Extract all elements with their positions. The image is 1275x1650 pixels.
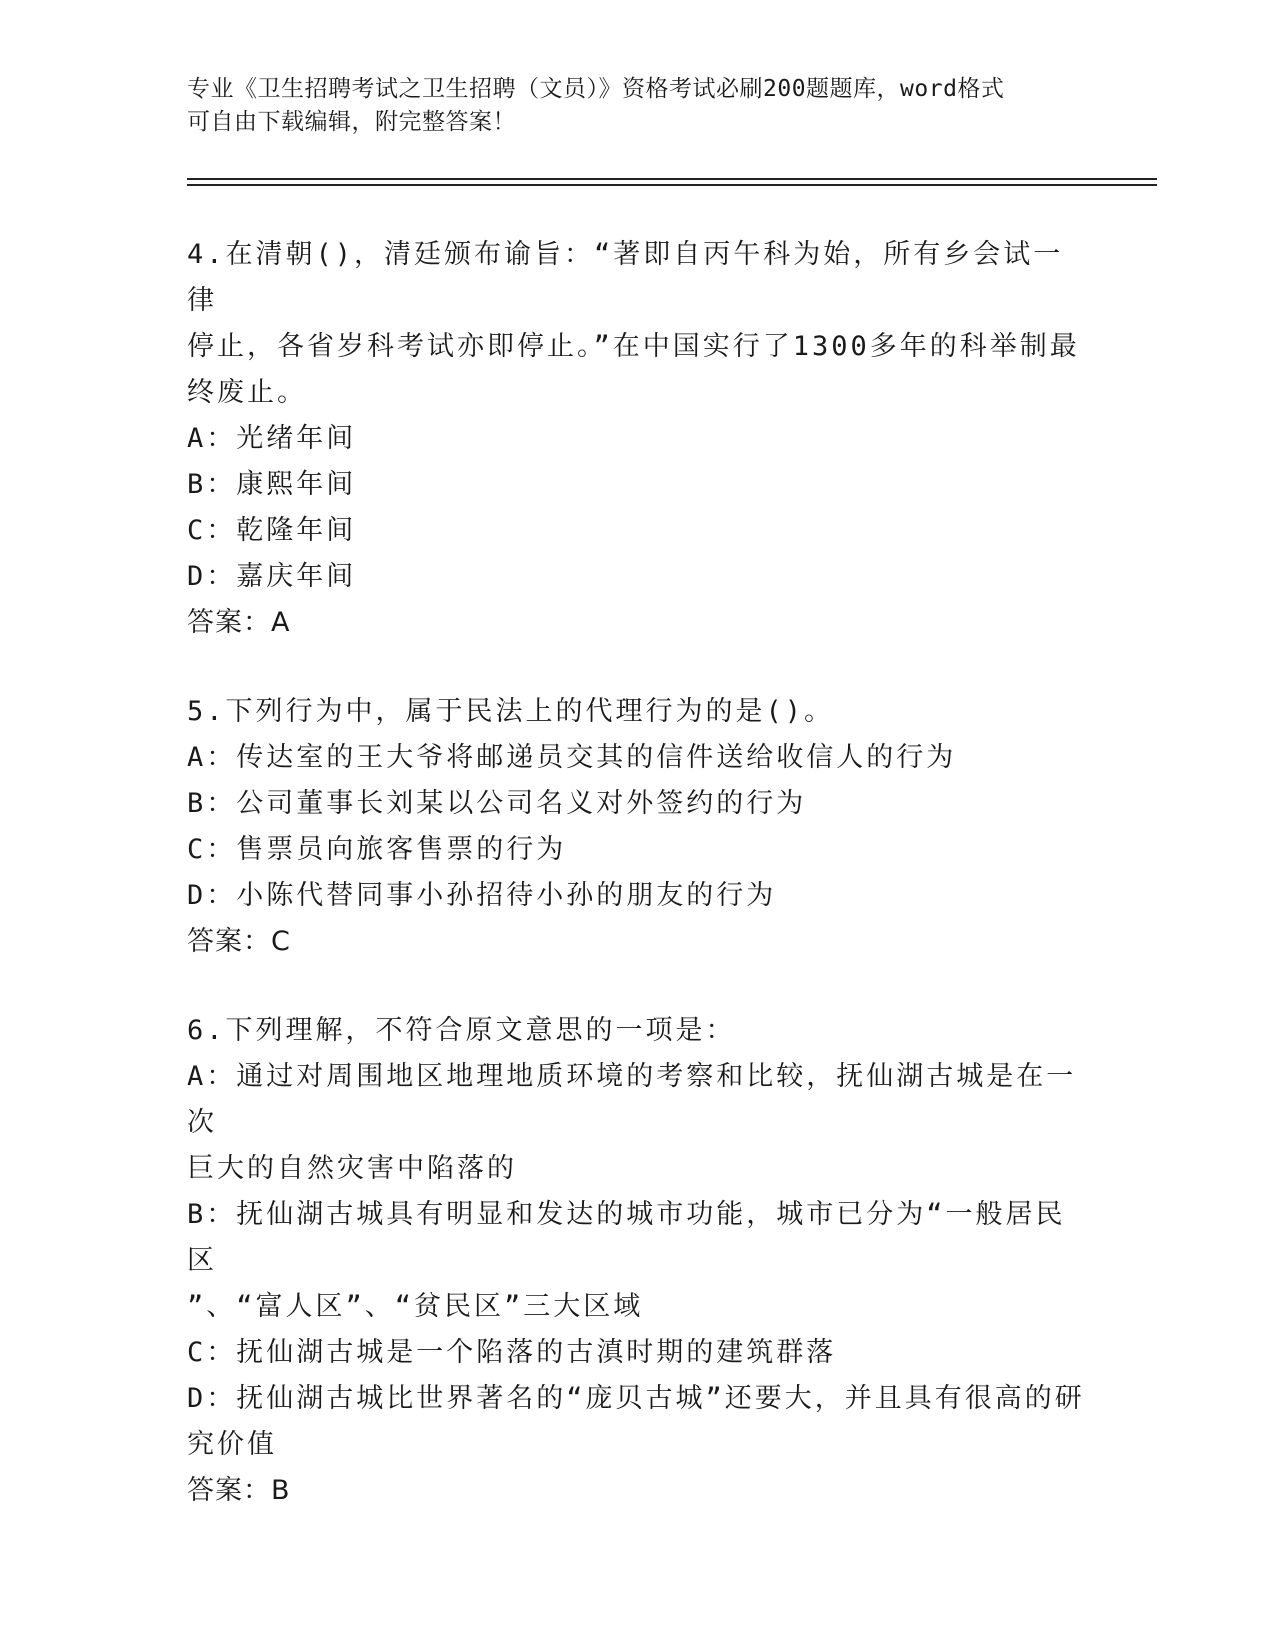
option-a-continued: 巨大的自然灾害中陷落的 <box>187 1153 517 1184</box>
header-line: 专业《卫生招聘考试之卫生招聘（文员）》资格考试必刷200题题库，word格式 <box>187 76 1005 102</box>
question-list <box>187 232 1087 1557</box>
header-line: 可自由下载编辑，附完整答案！ <box>187 109 516 135</box>
question-text: 5.下列行为中，属于民法上的代理行为的是()。 <box>187 696 835 727</box>
option-a: A：光绪年间 <box>187 423 357 454</box>
answer: 答案：B <box>187 1475 291 1506</box>
option-d: D：抚仙湖古城比世界著名的“庞贝古城”还要大，并且具有很高的研 <box>187 1383 1085 1414</box>
option-d: D：小陈代替同事小孙招待小孙的朋友的行为 <box>187 880 777 911</box>
option-b: B：康熙年间 <box>187 469 357 500</box>
header-divider <box>187 184 1157 186</box>
answer: 答案：A <box>187 607 291 638</box>
header-divider <box>187 178 1157 180</box>
question-5 <box>187 689 1087 965</box>
option-c: C：乾隆年间 <box>187 515 357 546</box>
option-c: C：售票员向旅客售票的行为 <box>187 834 567 865</box>
option-b-continued: ”、“富人区”、“贫民区”三大区域 <box>187 1291 644 1322</box>
question-text: 终废止。 <box>187 377 307 408</box>
option-d-continued: 究价值 <box>187 1429 277 1460</box>
question-text: 4.在清朝()，清廷颁布谕旨：“著即自丙午科为始，所有乡会试一律 <box>187 239 1064 316</box>
answer: 答案：C <box>187 926 291 957</box>
page-header <box>187 73 1067 139</box>
option-b: B：公司董事长刘某以公司名义对外签约的行为 <box>187 788 807 819</box>
option-a: A：传达室的王大爷将邮递员交其的信件送给收信人的行为 <box>187 742 957 773</box>
option-d: D：嘉庆年间 <box>187 561 357 592</box>
question-text: 6.下列理解，不符合原文意思的一项是： <box>187 1015 736 1046</box>
question-6 <box>187 1008 1087 1514</box>
option-a: A：通过对周围地区地理地质环境的考察和比较，抚仙湖古城是在一次 <box>187 1061 1077 1138</box>
question-text: 停止，各省岁科考试亦即停止。”在中国实行了1300多年的科举制最 <box>187 331 1080 362</box>
question-4 <box>187 232 1087 646</box>
option-b: B：抚仙湖古城具有明显和发达的城市功能，城市已分为“一般居民区 <box>187 1199 1066 1276</box>
option-c: C：抚仙湖古城是一个陷落的古滇时期的建筑群落 <box>187 1337 837 1368</box>
